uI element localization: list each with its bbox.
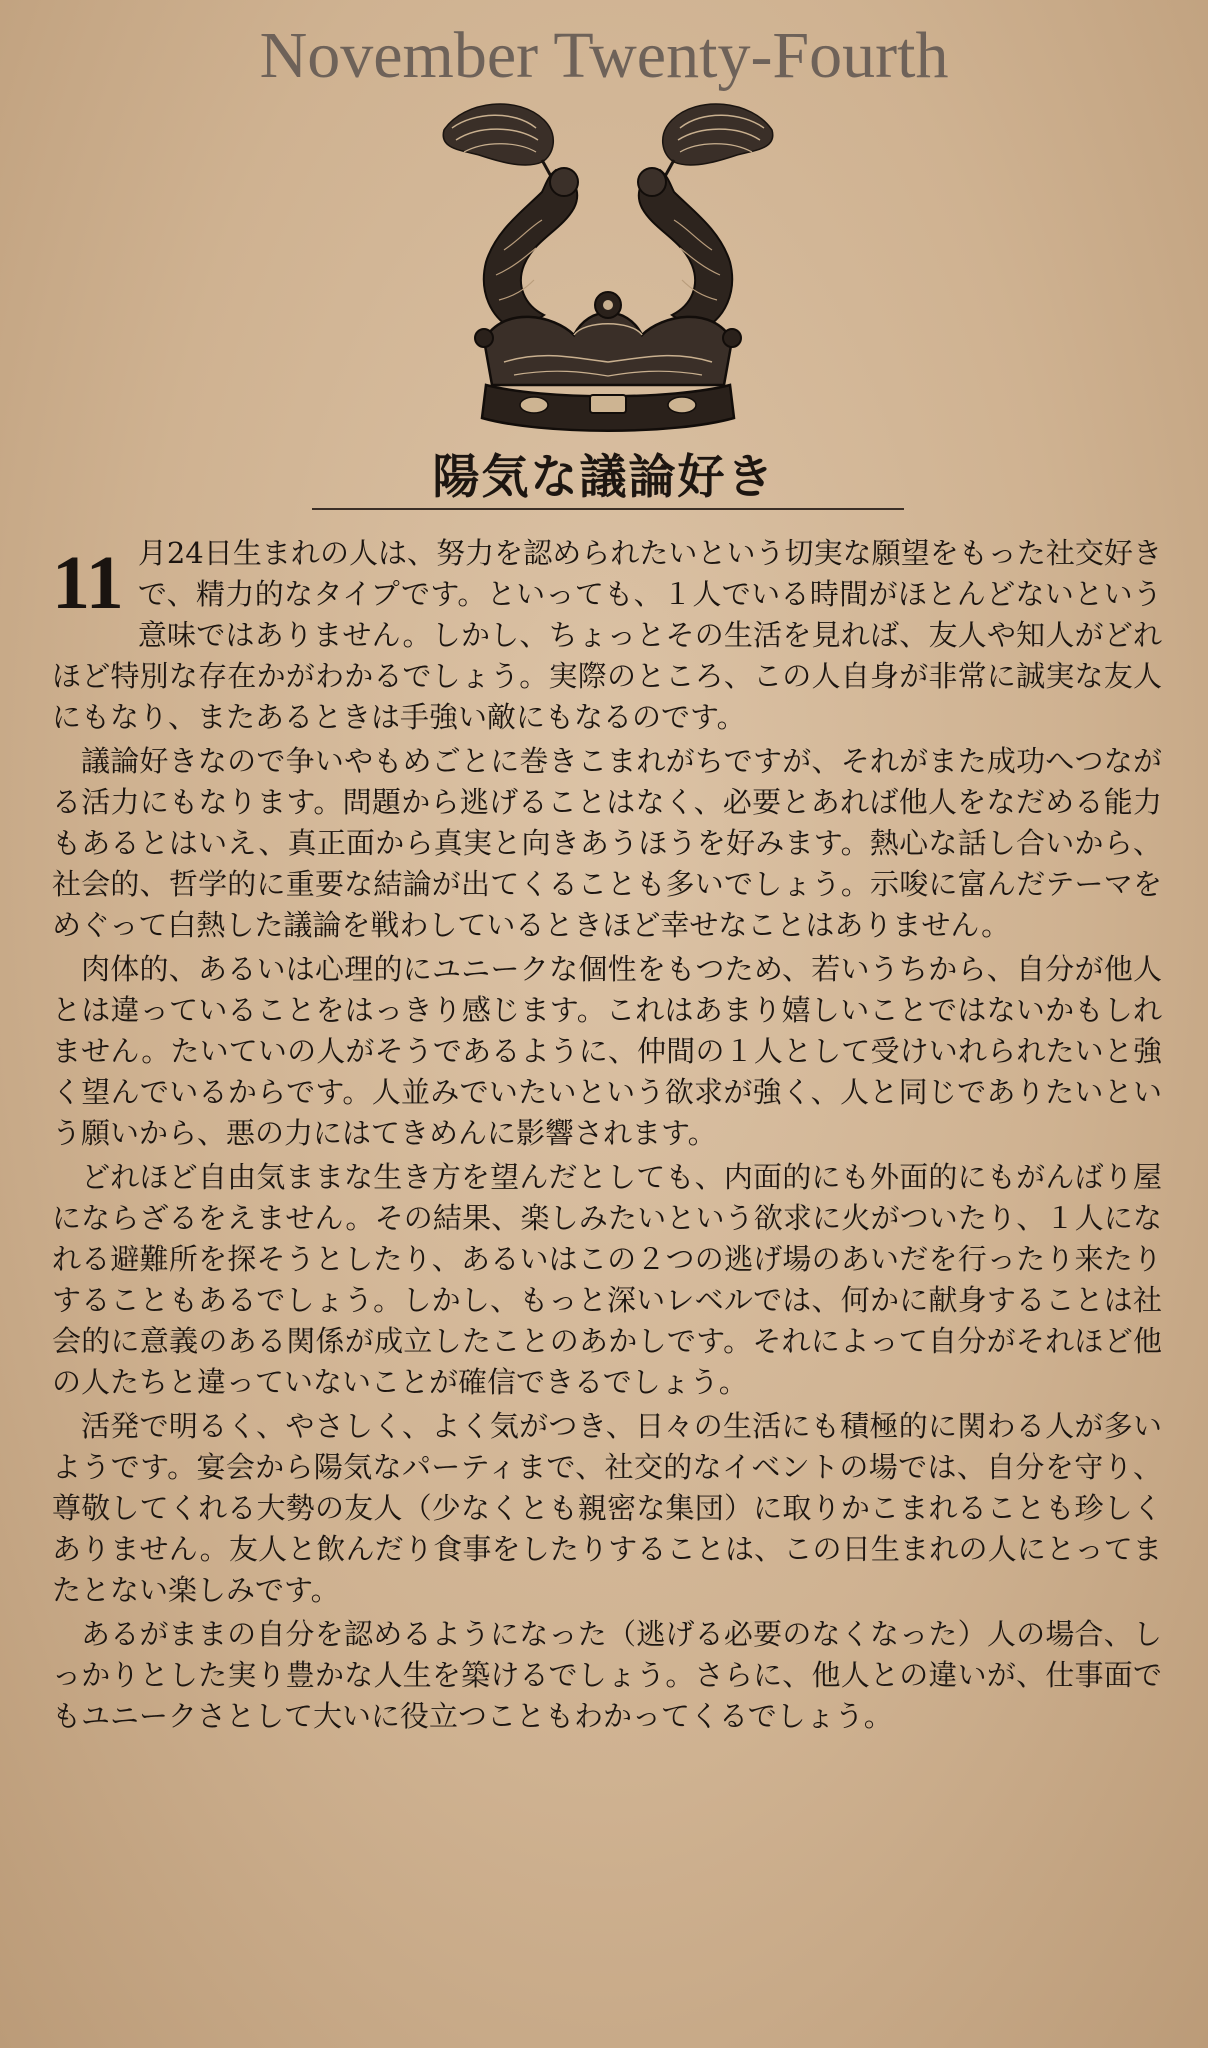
- paragraph-1-text: 月24日生まれの人は、努力を認められたいという切実な願望をもった社交好きで、精力的なタイプです。といっても、１人でいる時間がほとんどないという意味ではありません。しかし、ちょっとその生活を見れば、友人や知人がどれほど特別な存在かがわかるでしょう。実際のところ、この人自身が非常に誠実な友人にもなり、またあるときは手強い敵にもなるのです。: [52, 536, 1162, 734]
- right-arm: [638, 168, 732, 332]
- paragraph-2: 議論好きなので争いやもめごとに巻きこまれがちですが、それがまた成功へつながる活力にもなります。問題から逃げることはなく、必要とあれば他人をなだめる能力もあるとはいえ、真正面から真実と向きあうほうを好みます。熱心な話し合いから、社会的、哲学的に重要な結論が出てくることも多いでしょう。示唆に富んだテーマをめぐって白熱した議論を戦わしているときほど幸せなことはありません。: [52, 744, 1162, 942]
- heading-divider: [312, 508, 904, 510]
- paragraph-6: あるがままの自分を認めるようになった（逃げる必要のなくなった）人の場合、しっかりとした実り豊かな人生を築けるでしょう。さらに、他人との違いが、仕事面でもユニークさとして大いに役立つこともわかってくるでしょう。: [52, 1617, 1162, 1733]
- paragraph-4: どれほど自由気ままな生き方を望んだとしても、内面的にも外面的にもがんばり屋にならざるをえません。その結果、楽しみたいという欲求に火がついたり、１人になれる避難所を探そうとしたり、あるいはこの２つの逃げ場のあいだを行ったり来たりすることもあるでしょう。しかし、もっと深いレベルでは、何かに献身することは社会的に意義のある関係が成立したことのあかしです。それによって自分がそれほど他の人たちと違っていないことが確信できるでしょう。: [52, 1160, 1162, 1399]
- body-text: [52, 533, 1162, 1740]
- paragraph-3: 肉体的、あるいは心理的にユニークな個性をもつため、若いうちから、自分が他人とは違っていることをはっきり感じます。これはあまり嬉しいことではないかもしれません。たいていの人がそうであるように、仲間の１人として受けいれられたいと強く望んでいるからです。人並みでいたいという欲求が強く、人と同じでありたいという願いから、悪の力にはてきめんに影響されます。: [52, 952, 1162, 1150]
- drop-cap: 11: [52, 541, 124, 625]
- left-arm: [484, 168, 578, 332]
- crown-with-arms-holding-quills-illustration: [424, 100, 792, 440]
- page-title: November Twenty-Fourth: [259, 19, 949, 92]
- section-heading: 陽気な議論好き: [432, 450, 776, 505]
- paragraph-1: [52, 533, 1162, 738]
- paragraph-5: 活発で明るく、やさしく、よく気がつき、日々の生活にも積極的に関わる人が多いようです。宴会から陽気なパーティまで、社交的なイベントの場では、自分を守り、尊敬してくれる大勢の友人（少なくとも親密な集団）に取りかこまれることも珍しくありません。友人と飲んだり食事をしたりすることは、この日生まれの人にとってまたとない楽しみです。: [52, 1409, 1162, 1607]
